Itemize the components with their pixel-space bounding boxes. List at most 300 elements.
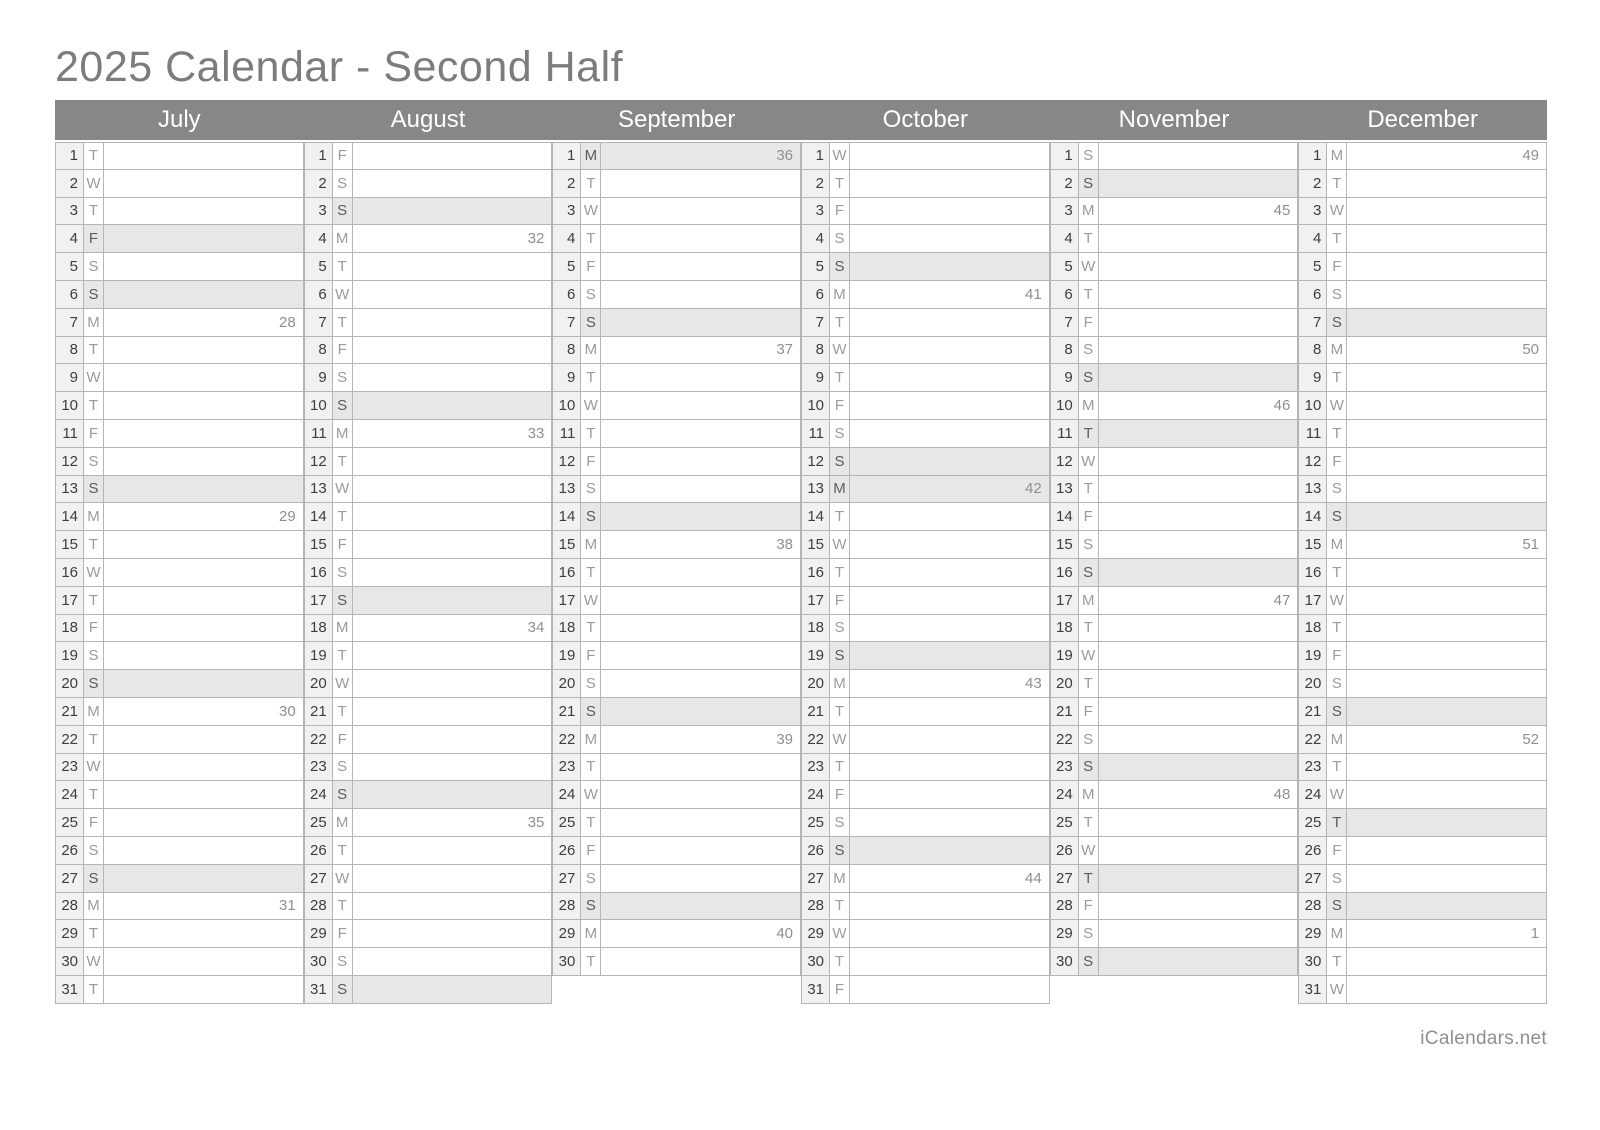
day-letter: T [830, 948, 850, 975]
day-cell [850, 837, 1050, 864]
day-row [552, 364, 801, 392]
day-number: 14 [1050, 503, 1079, 530]
day-row [1298, 503, 1547, 531]
week-number: 1 [1530, 925, 1540, 943]
day-number: 11 [304, 420, 333, 447]
day-number: 9 [801, 364, 830, 391]
day-letter: S [333, 587, 353, 614]
day-row [1298, 893, 1547, 921]
day-row [55, 420, 304, 448]
day-cell [850, 642, 1050, 669]
day-letter: W [830, 143, 850, 169]
day-number: 18 [1050, 615, 1079, 642]
day-letter: W [84, 170, 104, 197]
day-number: 11 [1298, 420, 1327, 447]
day-number: 13 [801, 476, 830, 503]
day-letter: F [84, 420, 104, 447]
day-letter: W [84, 559, 104, 586]
day-number: 3 [55, 198, 84, 225]
day-row [1050, 309, 1299, 337]
day-cell [850, 253, 1050, 280]
day-number: 11 [552, 420, 581, 447]
day-row [801, 337, 1050, 365]
day-cell [1099, 865, 1299, 892]
day-cell [1099, 920, 1299, 947]
day-cell [1347, 253, 1547, 280]
day-letter: M [333, 809, 353, 836]
day-number: 5 [304, 253, 333, 280]
day-cell [104, 559, 304, 586]
day-letter: S [581, 698, 601, 725]
day-cell [1099, 781, 1299, 808]
day-letter: S [1327, 865, 1347, 892]
day-row [1298, 754, 1547, 782]
day-row [552, 642, 801, 670]
day-letter: W [333, 476, 353, 503]
day-letter: M [830, 476, 850, 503]
day-number: 15 [801, 531, 830, 558]
day-number: 27 [1298, 865, 1327, 892]
day-row [55, 809, 304, 837]
day-number: 12 [304, 448, 333, 475]
day-row [801, 476, 1050, 504]
day-row [1298, 559, 1547, 587]
day-cell [601, 503, 801, 530]
day-letter: S [830, 448, 850, 475]
week-number: 39 [776, 730, 794, 748]
day-letter: S [1079, 531, 1099, 558]
day-number: 23 [55, 754, 84, 781]
day-cell [1099, 253, 1299, 280]
day-letter: M [581, 337, 601, 364]
day-number: 18 [304, 615, 333, 642]
day-letter: W [84, 948, 104, 975]
day-cell [1099, 615, 1299, 642]
day-cell [104, 420, 304, 447]
day-letter: T [1079, 809, 1099, 836]
day-number: 16 [55, 559, 84, 586]
day-row [552, 893, 801, 921]
day-letter: T [581, 615, 601, 642]
day-letter: T [830, 309, 850, 336]
day-cell [1347, 615, 1547, 642]
day-row [304, 754, 553, 782]
day-cell [104, 225, 304, 252]
day-cell [353, 642, 553, 669]
day-number: 28 [1298, 893, 1327, 920]
day-cell [1347, 698, 1547, 725]
day-letter: S [1327, 670, 1347, 697]
day-letter: W [1079, 642, 1099, 669]
day-letter: T [581, 559, 601, 586]
day-row [55, 476, 304, 504]
day-letter: S [84, 642, 104, 669]
day-cell [850, 476, 1050, 503]
day-letter: W [84, 364, 104, 391]
day-row [552, 920, 801, 948]
day-cell [1347, 754, 1547, 781]
day-letter: W [581, 198, 601, 225]
day-cell [601, 670, 801, 697]
day-row [801, 587, 1050, 615]
day-letter: T [1079, 476, 1099, 503]
day-number: 28 [552, 893, 581, 920]
day-cell [601, 893, 801, 920]
day-row [1298, 920, 1547, 948]
footer-brand[interactable]: iCalendars.net [1420, 1028, 1547, 1049]
day-cell [601, 170, 801, 197]
day-number: 26 [552, 837, 581, 864]
day-number: 2 [1298, 170, 1327, 197]
day-cell [104, 170, 304, 197]
week-number: 52 [1522, 730, 1540, 748]
day-number: 5 [1050, 253, 1079, 280]
day-letter: S [1327, 698, 1347, 725]
day-row [552, 587, 801, 615]
day-cell [850, 893, 1050, 920]
day-number: 9 [55, 364, 84, 391]
day-letter: S [84, 670, 104, 697]
day-number: 17 [801, 587, 830, 614]
day-number: 16 [304, 559, 333, 586]
day-number: 20 [801, 670, 830, 697]
day-number: 2 [304, 170, 333, 197]
day-row [801, 642, 1050, 670]
day-cell [1099, 476, 1299, 503]
day-number: 14 [552, 503, 581, 530]
day-cell [353, 781, 553, 808]
day-cell [850, 726, 1050, 753]
week-number: 42 [1025, 480, 1042, 498]
month-header-september: September [617, 106, 736, 133]
day-letter: W [830, 920, 850, 947]
day-row [55, 559, 304, 587]
day-row [801, 392, 1050, 420]
day-number: 18 [1298, 615, 1327, 642]
day-letter: T [830, 754, 850, 781]
day-letter: F [581, 448, 601, 475]
day-number: 31 [55, 976, 84, 1003]
day-cell [1347, 837, 1547, 864]
day-row [1298, 281, 1547, 309]
day-number: 21 [304, 698, 333, 725]
day-number: 28 [304, 893, 333, 920]
day-cell [850, 364, 1050, 391]
day-cell [353, 948, 553, 975]
day-cell [104, 143, 304, 169]
day-number: 19 [801, 642, 830, 669]
day-letter: F [581, 253, 601, 280]
month-header-october: October [882, 106, 969, 133]
day-row [304, 976, 553, 1004]
day-letter: M [1327, 531, 1347, 558]
day-cell [850, 920, 1050, 947]
day-row [801, 893, 1050, 921]
day-row [1298, 587, 1547, 615]
day-letter: M [84, 503, 104, 530]
day-row [1050, 615, 1299, 643]
day-cell [601, 698, 801, 725]
day-row [801, 670, 1050, 698]
day-number: 7 [304, 309, 333, 336]
day-letter: F [1079, 503, 1099, 530]
week-number: 34 [527, 619, 545, 637]
day-letter: T [333, 698, 353, 725]
day-row [1050, 865, 1299, 893]
week-number: 46 [1273, 397, 1291, 415]
day-number: 31 [1298, 976, 1327, 1003]
day-row [1050, 726, 1299, 754]
day-letter: M [1079, 198, 1099, 225]
day-letter: S [1327, 281, 1347, 308]
day-number: 24 [1298, 781, 1327, 808]
day-row [55, 531, 304, 559]
day-cell [353, 754, 553, 781]
day-letter: M [1079, 392, 1099, 419]
day-row [304, 559, 553, 587]
day-cell [353, 420, 553, 447]
day-cell [104, 670, 304, 697]
day-row [1050, 698, 1299, 726]
day-number: 22 [552, 726, 581, 753]
day-letter: S [1327, 503, 1347, 530]
day-row [1050, 920, 1299, 948]
day-letter: S [333, 781, 353, 808]
day-cell [1347, 448, 1547, 475]
day-number: 29 [1050, 920, 1079, 947]
day-cell [850, 198, 1050, 225]
day-number: 10 [1298, 392, 1327, 419]
month-column-november [1050, 142, 1299, 976]
day-letter: T [1079, 615, 1099, 642]
day-cell [104, 698, 304, 725]
day-letter: T [830, 698, 850, 725]
day-letter: T [1327, 364, 1347, 391]
day-cell [353, 281, 553, 308]
day-letter: F [333, 726, 353, 753]
day-number: 29 [801, 920, 830, 947]
day-number: 9 [1050, 364, 1079, 391]
day-letter: F [830, 587, 850, 614]
day-row [801, 698, 1050, 726]
day-letter: S [333, 198, 353, 225]
day-cell [1347, 865, 1547, 892]
day-cell [104, 448, 304, 475]
day-row [1298, 309, 1547, 337]
day-row [801, 253, 1050, 281]
day-number: 20 [552, 670, 581, 697]
day-cell [353, 976, 553, 1003]
day-row [1298, 698, 1547, 726]
day-row [552, 559, 801, 587]
day-number: 17 [552, 587, 581, 614]
day-number: 13 [55, 476, 84, 503]
day-letter: S [830, 642, 850, 669]
day-cell [850, 448, 1050, 475]
day-letter: F [1079, 698, 1099, 725]
day-number: 23 [304, 754, 333, 781]
day-row [1298, 837, 1547, 865]
day-row [1050, 837, 1299, 865]
day-cell [1099, 726, 1299, 753]
day-cell [104, 920, 304, 947]
day-cell [353, 503, 553, 530]
day-letter: M [581, 726, 601, 753]
day-number: 17 [304, 587, 333, 614]
day-number: 8 [801, 337, 830, 364]
day-number: 2 [55, 170, 84, 197]
day-row [1298, 420, 1547, 448]
day-row [1050, 503, 1299, 531]
day-number: 4 [304, 225, 333, 252]
day-number: 23 [552, 754, 581, 781]
day-number: 7 [55, 309, 84, 336]
day-cell [353, 587, 553, 614]
day-cell [104, 309, 304, 336]
day-row [1298, 948, 1547, 976]
day-number: 13 [1050, 476, 1079, 503]
day-number: 15 [304, 531, 333, 558]
day-cell [353, 143, 553, 169]
day-letter: T [1327, 615, 1347, 642]
day-letter: F [84, 225, 104, 252]
day-letter: T [1079, 865, 1099, 892]
day-cell [1347, 670, 1547, 697]
day-letter: M [830, 670, 850, 697]
day-letter: F [1079, 893, 1099, 920]
day-cell [1099, 503, 1299, 530]
day-number: 21 [552, 698, 581, 725]
day-cell [1347, 726, 1547, 753]
day-row [1050, 809, 1299, 837]
day-row [304, 615, 553, 643]
day-number: 30 [304, 948, 333, 975]
day-cell [1099, 143, 1299, 169]
day-row [552, 726, 801, 754]
week-number: 28 [278, 313, 296, 331]
day-letter: S [1079, 364, 1099, 391]
day-number: 23 [1298, 754, 1327, 781]
day-letter: T [1327, 948, 1347, 975]
day-number: 18 [55, 615, 84, 642]
month-column-july [55, 142, 304, 1004]
day-number: 23 [1050, 754, 1079, 781]
day-letter: T [84, 198, 104, 225]
day-number: 4 [552, 225, 581, 252]
day-number: 12 [552, 448, 581, 475]
day-number: 2 [1050, 170, 1079, 197]
day-cell [1099, 225, 1299, 252]
day-cell [353, 448, 553, 475]
day-cell [601, 476, 801, 503]
day-letter: T [84, 920, 104, 947]
week-number: 36 [776, 147, 794, 165]
day-letter: S [333, 976, 353, 1003]
day-row [55, 392, 304, 420]
day-row [1050, 392, 1299, 420]
day-row [304, 698, 553, 726]
day-row [1050, 781, 1299, 809]
day-row [1050, 337, 1299, 365]
day-cell [353, 865, 553, 892]
day-number: 30 [801, 948, 830, 975]
day-row [55, 615, 304, 643]
day-letter: M [84, 893, 104, 920]
day-cell [850, 754, 1050, 781]
day-number: 5 [552, 253, 581, 280]
day-cell [850, 225, 1050, 252]
week-number: 48 [1273, 786, 1291, 804]
day-number: 6 [1298, 281, 1327, 308]
day-row [304, 170, 553, 198]
day-number: 8 [1050, 337, 1079, 364]
day-cell [353, 531, 553, 558]
day-letter: S [333, 754, 353, 781]
day-letter: S [84, 281, 104, 308]
month-column-august [304, 142, 553, 1004]
day-number: 4 [1050, 225, 1079, 252]
day-letter: T [333, 448, 353, 475]
day-cell [353, 225, 553, 252]
day-row [552, 198, 801, 226]
day-number: 6 [1050, 281, 1079, 308]
day-row [55, 225, 304, 253]
page-title: 2025 Calendar - Second Half [55, 43, 624, 91]
day-cell [1099, 587, 1299, 614]
day-letter: M [1327, 337, 1347, 364]
day-letter: S [333, 392, 353, 419]
day-letter: T [1327, 420, 1347, 447]
day-cell [104, 726, 304, 753]
day-letter: S [1079, 559, 1099, 586]
day-row [1050, 948, 1299, 976]
day-number: 15 [1050, 531, 1079, 558]
day-letter: T [1079, 420, 1099, 447]
day-letter: T [84, 531, 104, 558]
day-number: 13 [1298, 476, 1327, 503]
week-number: 33 [527, 424, 545, 442]
day-letter: M [1079, 781, 1099, 808]
day-cell [601, 615, 801, 642]
day-letter: T [1327, 225, 1347, 252]
day-number: 24 [55, 781, 84, 808]
month-header-november: November [1118, 106, 1230, 133]
day-row [552, 531, 801, 559]
day-row [304, 225, 553, 253]
day-row [552, 476, 801, 504]
day-letter: W [581, 392, 601, 419]
day-letter: T [581, 364, 601, 391]
day-cell [601, 198, 801, 225]
day-letter: S [830, 253, 850, 280]
day-cell [601, 420, 801, 447]
day-row [304, 281, 553, 309]
day-letter: S [581, 503, 601, 530]
day-number: 26 [1050, 837, 1079, 864]
day-cell [601, 364, 801, 391]
day-row [801, 615, 1050, 643]
day-row [1050, 642, 1299, 670]
day-row [1298, 726, 1547, 754]
day-letter: W [1327, 587, 1347, 614]
day-row [55, 948, 304, 976]
day-row [801, 142, 1050, 170]
day-cell [353, 392, 553, 419]
day-letter: W [581, 781, 601, 808]
day-row [801, 781, 1050, 809]
day-number: 22 [1050, 726, 1079, 753]
day-number: 19 [1298, 642, 1327, 669]
